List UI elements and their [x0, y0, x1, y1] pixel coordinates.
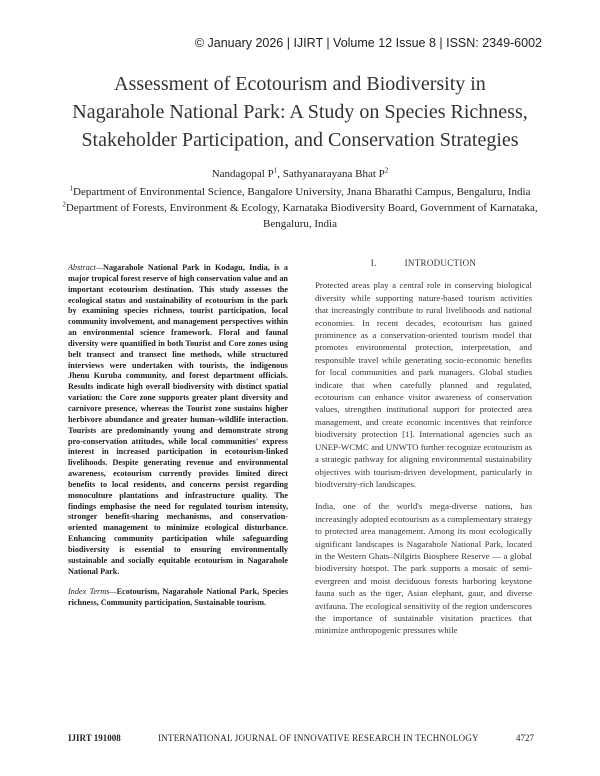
- section-title: INTRODUCTION: [404, 258, 477, 268]
- right-column: [315, 257, 532, 647]
- author-2-affiliation-mark: 2: [384, 166, 389, 175]
- author-separator: ,: [277, 168, 283, 180]
- affiliation-1: [60, 184, 540, 200]
- index-terms: [68, 587, 288, 609]
- title-line-1: Assessment of Ecotourism and Biodiversity in: [114, 73, 486, 95]
- affiliations: [60, 184, 540, 232]
- intro-paragraph-2: India, one of the world's mega-diverse nations, has increasingly adopted ecotourism as a complementary strategy to protected area management. Among its most ecologically significant landscapes is Nagarahole National Park, located in the Western Ghats–Nilgiris Biosphere Reserve — a global biodiversity hotspot. The park supports a mosaic of semi-evergreen and moist deciduous forests harboring keystone fauna such as the tiger, Asian elephant, gaur, and diverse avifauna. The ecological sensitivity of the region underscores the importance of sustainable visitation practices that minimize anthropogenic pressures while: [315, 501, 532, 636]
- section-heading-introduction: [315, 257, 532, 269]
- index-terms-label: Index Terms—: [68, 587, 117, 597]
- intro-paragraph-1: Protected areas play a central role in conserving biological diversity while supporting nature-based tourism activities that increasingly contribute to rural livelihoods and national economies. In recent decades, ecotourism has gained prominence as a conservation-oriented tourism model that promotes environmental protection, interpretation, and responsible travel while generating socio-economic benefits for local communities and park managers. Global studies indicate that when carefully planned and regulated, ecotourism can enhance visitor awareness of conservation values, strengthen institutional support for protected area management, and create economic incentives that reinforce biodiversity protection [1]. International agencies such as UNEP-WCMC and UNWTO further recognize ecotourism as a strategic pathway for aligning environmental sustainability objectives with tourism-driven development, particularly in biodiversity-rich landscapes.: [315, 280, 532, 489]
- paper-title: [40, 70, 560, 154]
- footer-journal-name: INTERNATIONAL JOURNAL OF INNOVATIVE RESEARCH IN TECHNOLOGY: [158, 733, 479, 743]
- author-1-affiliation-mark: 1: [273, 166, 278, 175]
- title-line-3: Stakeholder Participation, and Conservation Strategies: [81, 129, 519, 151]
- abstract: [68, 263, 288, 577]
- footer-article-id: IJIRT 191008: [68, 733, 121, 743]
- affiliation-2: [60, 200, 540, 232]
- page-footer: [68, 733, 534, 743]
- affiliation-2-mark: 2: [62, 200, 66, 209]
- index-terms-text: Ecotourism, Nagarahole National Park, Species richness, Community participation, Sustainable tourism.: [68, 587, 289, 608]
- author-1: Nandagopal P: [211, 168, 274, 180]
- abstract-label: Abstract—: [68, 263, 104, 272]
- affiliation-1-mark: 1: [69, 184, 73, 193]
- affiliation-2-text: Department of Forests, Environment & Ecology, Karnataka Biodiversity Board, Government of Karnataka, Bengaluru, India: [65, 202, 538, 230]
- section-number: I.: [370, 258, 377, 268]
- left-column: [68, 263, 288, 609]
- journal-header: © January 2026 | IJIRT | Volume 12 Issue 8 | ISSN: 2349-6002: [194, 36, 542, 50]
- abstract-text: Nagarahole National Park in Kodagu, India, is a major tropical forest reserve of high conservation value and an important ecotourism destination. This study assesses the ecological status and sustainability of ecotourism in the park by examining species richness, tourist participation, local community involvement, and management perspectives within an environmental science framework. Floral and faunal diversity were quantified in both Tourist and Core zones using belt transect and transect line methods, while structured interviews were undertaken with tourists, the indigenous Jhenu Kuruba community, and forest department officials. Results indicate high overall biodiversity with distinct spatial variation: the Core zone supports greater plant diversity and carnivore presence, whereas the Tourist zone sustains higher herbivore abundance and greater human–wildlife interaction. Tourists are predominantly young and demonstrate strong pro-conservation attitudes, while local communities' express interest in increased participation in ecotourism-linked livelihoods. Despite generating revenue and environmental awareness, ecotourism currently provides limited direct benefits to local residents, and concerns persist regarding monoculture plantations and infrastructure quality. The findings emphasise the need for regulated tourism intensity, stronger benefit-sharing mechanisms, and conservation-oriented management to minimize ecological disturbance. Enhancing community participation while safeguarding biodiversity is essential to ensuring environmentally sustainable and socially equitable ecotourism in Nagarahole National Park.: [68, 263, 288, 576]
- author-2: Sathyanarayana Bhat P: [282, 168, 385, 180]
- title-line-2: Nagarahole National Park: A Study on Species Richness,: [72, 101, 528, 123]
- affiliation-1-text: Department of Environmental Science, Bangalore University, Jnana Bharathi Campus, Bengaluru, India: [73, 186, 531, 198]
- footer-page-number: 4727: [516, 733, 534, 743]
- author-list: [100, 168, 500, 180]
